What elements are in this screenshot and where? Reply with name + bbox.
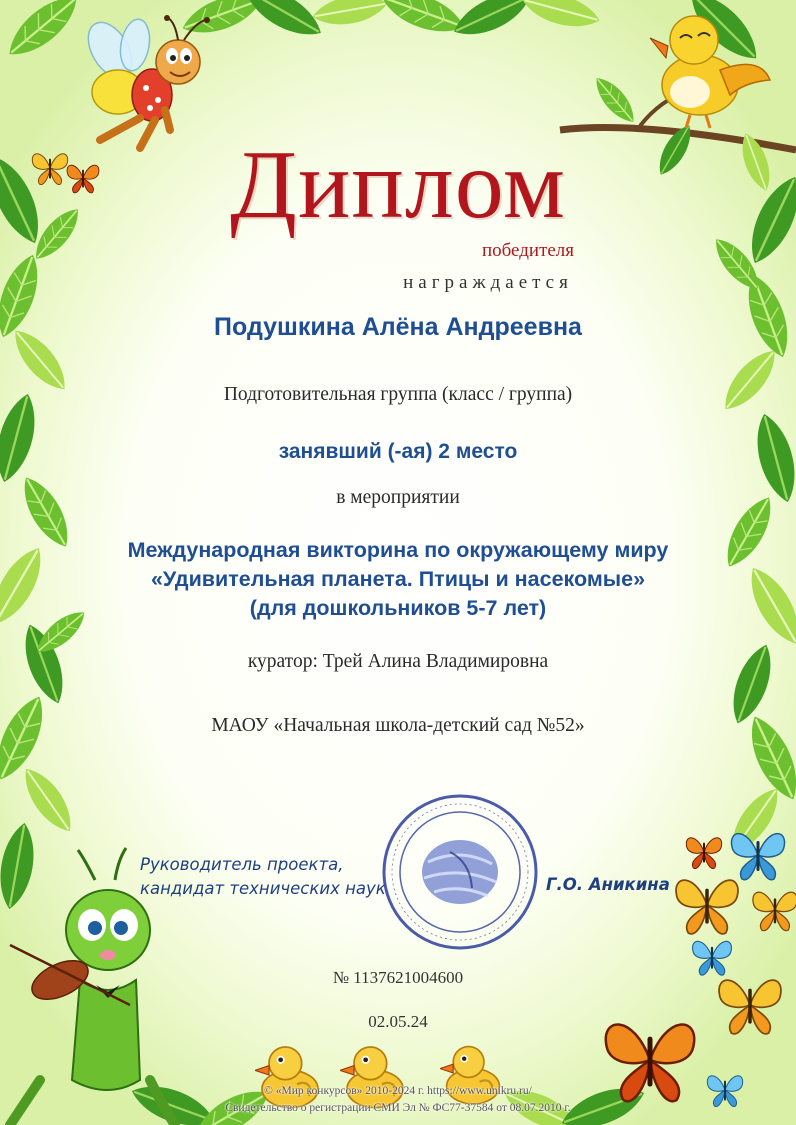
copyright-footer — [0, 1083, 796, 1117]
leader-line: Руководитель проекта, — [140, 855, 344, 874]
school-label: МАОУ «Начальная школа-детский сад №52» — [211, 715, 585, 736]
curator-label: куратор: Трей Алина Владимировна — [247, 651, 549, 672]
event-line: Международная викторина по окружающему миру — [127, 538, 669, 562]
diploma-title: Диплом — [230, 131, 566, 239]
footer-line: Свидетельство о регистрации СМИ Эл № ФС77-37584 от 08.07.2010 г. — [225, 1102, 571, 1114]
diploma-date: 02.05.24 — [368, 1012, 428, 1031]
footer-line: © «Мир конкурсов» 2010-2024 г. https://www.unikru.ru/ — [264, 1085, 532, 1097]
event-title — [0, 536, 796, 623]
diploma-subtitle: победителя — [481, 240, 575, 261]
event-line: (для дошкольников 5-7 лет) — [249, 596, 547, 620]
signer-name: Г.О. Аникина — [546, 875, 670, 894]
place-label: занявший (-ая) 2 место — [278, 440, 518, 463]
diploma-number: № 1137621004600 — [332, 968, 464, 987]
event-intro: в мероприятии — [336, 487, 460, 508]
group-label: Подготовительная группа (класс / группа) — [223, 384, 573, 405]
leader-line: кандидат технических наук — [140, 879, 386, 898]
awarded-label: награждается — [403, 272, 573, 293]
event-line: «Удивительная планета. Птицы и насекомые» — [150, 567, 646, 591]
project-leader-title — [140, 853, 386, 901]
recipient-name: Подушкина Алёна Андреевна — [214, 313, 582, 341]
